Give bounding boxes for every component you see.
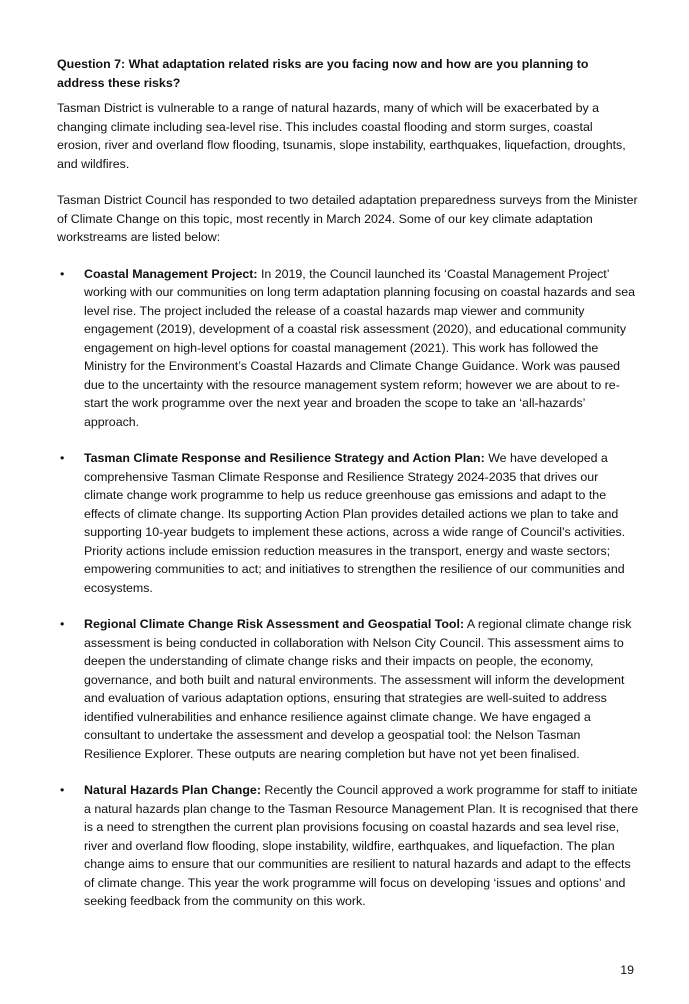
bullet-icon: • — [60, 783, 65, 797]
bullet-icon: • — [60, 266, 65, 281]
intro-paragraph: Tasman District is vulnerable to a range of natural hazards, many of which will be exacerbated by a changing climate including sea-level rise. This includes coastal flooding and storm surges, coastal erosion, river and overland flow flooding, tsunamis, slope instability, earthquakes, liquefaction, droughts, and wildfires. — [57, 101, 626, 171]
list-item-title: Coastal Management Project: — [84, 266, 258, 281]
list-item-text: A regional climate change risk assessment is being conducted in collaboration with Nelson City Council. This assessment aims to deepen the understanding of climate change risks and their impacts on people, the economy, governance, and both built and natural environments. The assessment will inform the development and evaluation of various adaptation options, ensuring that strategies are well-suited to address identified vulnerabilities and enhance resilience against climate change. We have engaged a consultant to undertake the assessment and develop a geospatial tool: the Nelson Tasman Resilience Explorer. These outputs are nearing completion but have not yet been finalised. — [84, 617, 632, 761]
list-item-climate-strategy — [57, 449, 639, 597]
list-item-text: Recently the Council approved a work programme for staff to initiate a natural hazards plan change to the Tasman Resource Management Plan. It is recognised that there is a need to strengthen the current plan provisions focusing on coastal hazards and sea level rise, river and overland flow flooding, slope instability, wildfire, earthquakes, and liquefaction. The plan change aims to ensure that our communities are resilient to natural hazards and adapt to the effects of climate change. This year the work programme will focus on developing ‘issues and options’ and seeking feedback from the community on this work. — [84, 783, 639, 908]
list-item-coastal-management — [57, 265, 639, 432]
bullet-icon: • — [60, 451, 65, 465]
document-page — [57, 55, 639, 929]
list-item-text: We have developed a comprehensive Tasman Climate Response and Resilience Strategy 2024-2035 that drives our climate change work programme to help us reduce greenhouse gas emissions and adapt to the effects of climate change. Its supporting Action Plan provides detailed actions we plan to take and supporting 10-year budgets to implement these actions, across a wide range of Council’s activities. Priority actions include emission reduction measures in the transport, energy and waste sectors; empowering communities to act; and initiatives to strengthen the resilience of our communities and ecosystems. — [84, 451, 626, 595]
list-item-hazards-plan-change — [57, 781, 639, 911]
workstreams-list — [57, 265, 639, 911]
list-item-title: Natural Hazards Plan Change: — [84, 783, 261, 797]
list-item-risk-assessment — [57, 615, 639, 763]
question-heading: Question 7: What adaptation related risks are you facing now and how are you planning to address these risks? — [57, 57, 589, 90]
page-number: 19 — [620, 963, 634, 977]
list-item-text: In 2019, the Council launched its ‘Coastal Management Project’ working with our communities on long term adaptation planning focusing on coastal hazards and sea level rise. The project included the release of a coastal hazards map viewer and community engagement (2019), development of a coastal risk assessment (2020), and educational community engagement on high-level options for coastal management (2021). This work has followed the Ministry for the Environment’s Coastal Hazards and Climate Change Guidance. Work was paused due to the uncertainty with the resource management system reform; however we are about to re-start the work programme over the next year and broaden the scope to take an ‘all-hazards’ approach. — [84, 266, 636, 429]
bullet-icon: • — [60, 617, 65, 631]
list-item-title: Tasman Climate Response and Resilience Strategy and Action Plan: — [84, 451, 485, 465]
list-item-title: Regional Climate Change Risk Assessment and Geospatial Tool: — [84, 617, 465, 631]
surveys-paragraph: Tasman District Council has responded to two detailed adaptation preparedness surveys from the Minister of Climate Change on this topic, most recently in March 2024. Some of our key climate adaptation workstreams are listed below: — [57, 193, 638, 244]
